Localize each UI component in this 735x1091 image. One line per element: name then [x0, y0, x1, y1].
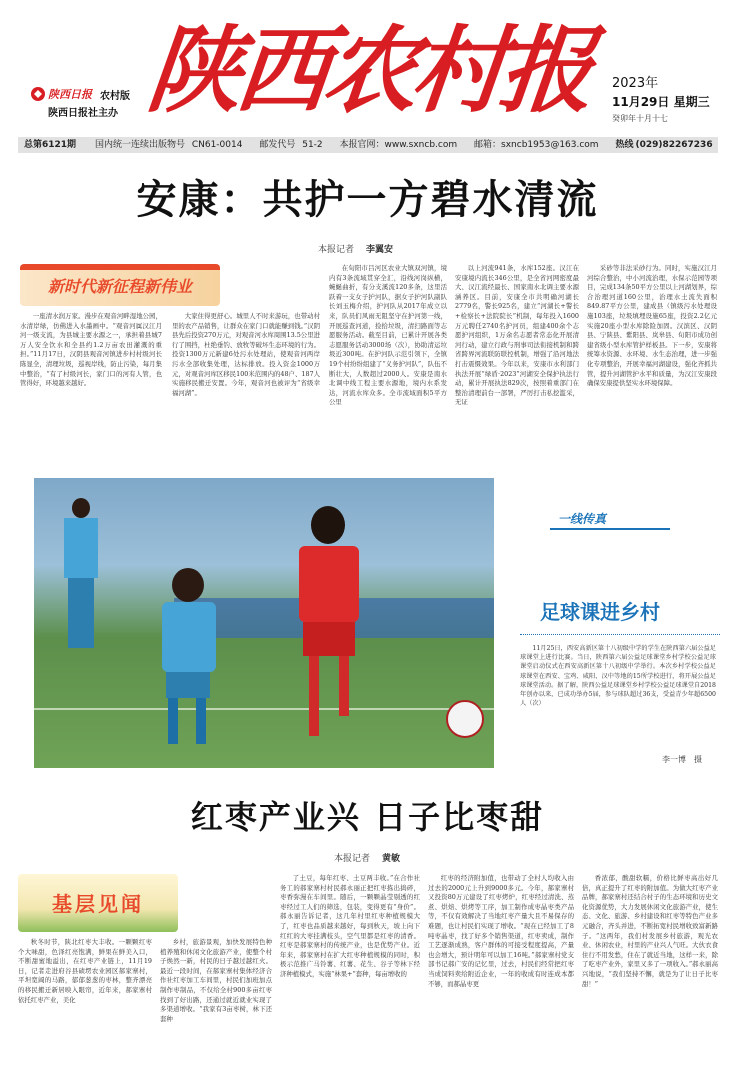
article2-col5: 香浓郁，酸甜软糯，价格比鲜枣高出好几倍，真正提升了红枣的附加值。为做大红枣产业品牌，郝家寨村还结合村子的生态环境和历史文化资源优势，大力发展休闲文化旅游产业，使生态、文化、旅游、乡村建设和红枣等特色产业多元融合，齐头并进，不断拓宽村民增收致富新路子。“这两年，我们村发展乡村旅游，观光农业、休闲农业，村里的产业兴人气旺。大伙衣食住行不用发愁，住在了就近当地，这样一来，除了吃枣产业外，家里又多了一项收入。”郝永丽高兴地说，“我们坚持不懈，就是为了让日子比枣甜！” — [582, 874, 718, 988]
photo-story-title: 足球课进乡村 — [540, 600, 660, 624]
newspaper-logo — [30, 84, 148, 119]
postal-label: 邮发代号 — [259, 140, 296, 150]
article1-headline: 安康：共护一方碧水清流 — [136, 177, 599, 223]
article1-col5: 采砂等非法采砂行为。同时，实施汉江月河综合整治，中小河流治理，水保示范园等项目，完成134条50平方公里以上河湖划界，综合治理河道160公里，治理水土流失面积849.87平方公里，建成县（镇级污水处理设施103座，垃圾填埋设施65座，投资2.2亿元实施20座小型水库除险加固。汉滨区、汉阴县、宁陕县、紫阳县、岚皋县、旬阳市成功创建省级小型水库管护样板县。下一步，安康将统筹水资源、水环境、水生态治理，进一步强化专项整治，开展幸福河湖建设，强化齐抓共管，提升河湖管护水平和质量，为汉江安康段确保安康提供坚实水环境保障。 — [587, 264, 717, 388]
article2-headline: 红枣产业兴 日子比枣甜 — [190, 798, 545, 836]
photo-story — [500, 478, 720, 768]
player-blue — [144, 568, 234, 748]
article1-banner — [20, 264, 220, 306]
lunar-date: 癸卯年十月十七 — [612, 114, 668, 123]
title-dots — [520, 634, 720, 635]
issue-number: 总第6121期 — [24, 140, 77, 150]
article2-col3: 了土豆，每年红枣、土豆两丰收。”在合作社务工的郝家寨村村民郝永丽正把红枣拣出捣碎，枣香弥漫在车间里。随后，一颗颗晶莹剔透的红枣经过工人们的筛选，包装，变得更有“身价”。郝永丽告诉记者，这几年村里红枣种植规模大了，红枣也品质越来越好，每到秋天，坡上向下红红的大枣挂满枝头，空气里都是红枣的清香。红枣是郝家寨村的传统产业，也是优势产业。近年来，郝家寨村在扩大红枣种植规模的同时，积极示范推广马铃薯、红薯、花生、谷子等林下经济种植模式，实施“林果+”套种，每亩增收的 — [280, 874, 420, 978]
photo-credit: 李一博 摄 — [662, 755, 702, 764]
banner-red-strip — [20, 264, 220, 270]
article1-col4: 以上河流941条，水库152座。汉江在安康境内流长346公里，是全省河网密度最大、汉江流经最长、国家南水北调主要水源涵养区。目前，安康全市共明确河湖长2779名，警长925名，建立“河湖长+警长+检察长+法院院长”机制，每年投入1600万元聘任2740名护河员，组建400余个志愿护河组织，1万余名志愿者常态化开展清河行动，建立行政与刑事司法衔接机制和跨省跨界河流联防联控机制，增强了沿河地法打击震慑效果。今年以来，安康市水利部门执法开展“绿盾·2023”河湖安全保护执法行动，累计开展执法829次，按照着重部门在整治清理前台一部署，严厉打击私挖滥采，无证 — [455, 264, 579, 407]
player-red — [279, 506, 379, 756]
sponsor-label: 陕西日报社主办 — [48, 108, 118, 119]
edition-label: 农村版 — [100, 91, 130, 102]
article2-author: 黄敏 — [382, 854, 401, 864]
article2-byline — [334, 851, 400, 864]
photo-field-line — [34, 708, 494, 710]
serial-label: 国内统一连续出版物号 — [94, 140, 185, 150]
article1-col1: 一座清水润万家。漫步在观音河畔湿地公园，水清岸绿，仿佛进入水墨画中。“观音河属汉江月河一级支流，为县城主要水源之一，承担着县城7万人安全饮水和全县约1.2万亩农田灌溉的重担。”11月17日，汉阴县观音河镇进步村村级河长陈显全，清理垃圾，巡视岸线，防止污染，每月集中整治，“有了村级河长，家门口的河有人管，也管得好，环境越来越好。 — [20, 312, 162, 388]
article1-byline — [318, 242, 393, 255]
email-label: 邮箱： — [474, 140, 502, 150]
tag-underline — [550, 528, 670, 530]
postal-code: 51-2 — [302, 140, 323, 150]
logo-mark-icon — [30, 86, 46, 102]
article1-byline-label: 本报记者 — [318, 245, 355, 255]
article2-col1: 秋冬时节，陕北红枣大丰收。一颗颗红枣个大味甜，色泽红亮饱满，鲜果在鲜美入口，不断甜蜜地溢出，在红枣产业链上，11月19日，记者走进府谷县碛塄农业园区郝家寨村，平坦宽阔的马路，郁郁葱葱的枣林，整齐漂亮的移民搬迁新居映入眼帘，近年来，郝家寨村依托红枣产业，美化 — [18, 938, 152, 1004]
article2-byline-label: 本报记者 — [334, 854, 371, 864]
masthead-title: 陕西农村报 — [142, 16, 594, 126]
website-link[interactable]: www.sxncb.com — [384, 140, 458, 150]
serial-number: CN61-0014 — [191, 140, 243, 150]
masthead — [0, 0, 735, 136]
article1-col2: 大家住得更舒心。城里人不时来游玩，也带动村里的农产品销售，让群众在家门口就能赚到钱。”汉阴县先后投资270万元，对观音河水库周围13.5公里进行了围挡，杜绝垂钓、放牧等破坏生态环境的行为。投资1300万元新建6处污水处理站，使观音河两岸污水全部收集处理，达标排放。投入资金1000万元，对观音河库区移民100米范围内的48户、187人实施移民搬迁安置。今年，观音河也被评为“省级幸福河湖”。 — [172, 312, 320, 397]
article2-banner-text: 基层见闻 — [52, 892, 144, 916]
email-link[interactable]: sxncb1953@163.com — [501, 140, 599, 150]
background-player — [64, 498, 98, 648]
year-label: 2023年 — [612, 76, 659, 91]
date-label: 11月29日 星期三 — [612, 95, 710, 109]
issue-date — [612, 72, 722, 124]
article1-author: 李翼安 — [366, 245, 394, 255]
hotline-label: 热线 — [615, 140, 634, 150]
article2-banner — [18, 874, 178, 932]
photo-story-tag: 一线传真 — [558, 512, 607, 526]
info-bar — [18, 137, 718, 153]
hotline-number: (029)82267236 — [635, 140, 713, 150]
article1-banner-text: 新时代新征程新伟业 — [47, 277, 192, 296]
football — [446, 700, 484, 738]
logo-text: 陕西日报 — [48, 88, 92, 101]
website-label: 本报官网： — [339, 140, 385, 150]
article1-col3: 在旬阳市吕河区农业大镇双河镇，境内有3条流域贯穿全汇，沿线河岗纵横，蜿蜒曲折，有分支溪流120多条，这里活跃着一支女子护河队，据女子护河队副队长刘玉梅介绍，护河队从2017年成立以来，队员们风雨无阻坚守在护河第一线，开展巡查河道，捡拾垃圾，清扫路面等志愿服务活动。截至目前，已累计开展各类志愿服务活动3000场（次），协助清运垃圾近300吨。在护河队示范引领下，全镇19个村纷纷组建了“义务护河队”，队伍不断壮大，人数超过2000人。安康是南水北调中线工程主要水源地，境内水系发达，河流水库众多。全市流域面积5平方公里 — [329, 264, 447, 407]
photo-story-text: 11月25日，西安高新区第十八初级中学的学生在陕西第六届公益足球课堂上进行比赛。当日，陕西第六届公益足球课堂乡村学校公益足球课堂启动仪式在西安高新区第十八初级中学举行。本次乡村学校公益足球课堂在西安、宝鸡、咸阳、汉中等地的15所学校进行，将开展公益足球课堂活动。据了解，陕西公益足球课堂乡村学校公益足球课堂自2018年创办以来，已成功举办5届，参与球队超过36支，受益青少年超6500人（次） — [520, 645, 716, 708]
football-photo — [34, 478, 494, 768]
article2-col2: 乡村，旅游景观，加快发展特色种植养殖和休闲文化旅游产业，使整个村子焕然一新，村民的日子越过越红火。最近一段时间，在郝家寨村集体经济合作社红枣加工车间里，村民们加班加点制作枣制品，不仅给全村900多亩红枣找到了好出路，还通过就近就业实现了多渠道增收。“我家有3亩枣树，林下还套种 — [160, 938, 272, 1023]
article2-col4: 红枣的经济附加值，也带动了全村人均收入由过去的2000元上升到9000多元。今年，郝家寨村又投资80万元建设了红枣烤炉，红枣经过清洗、蒸煮、烘焙、烘烤等工序，加工制作成枣晶枣类产品等，不仅有效解决了当地红枣产量大且不易保存的难题，也让村民们实现了增收。“现在已经加工了8吨枣晶枣，找了好多个销售渠道，红枣卖成，制作工艺逐渐成熟，客户群体的可接受程度提高，产量也会增大，预计明年可以加工16吨。”郝家寨村党支部书记郝广安的记忆里，过去，村民们经常把红枣当成饲料卖给附近企业，一年的收成有时连成本都不够，而郝晶枣更 — [428, 874, 574, 988]
